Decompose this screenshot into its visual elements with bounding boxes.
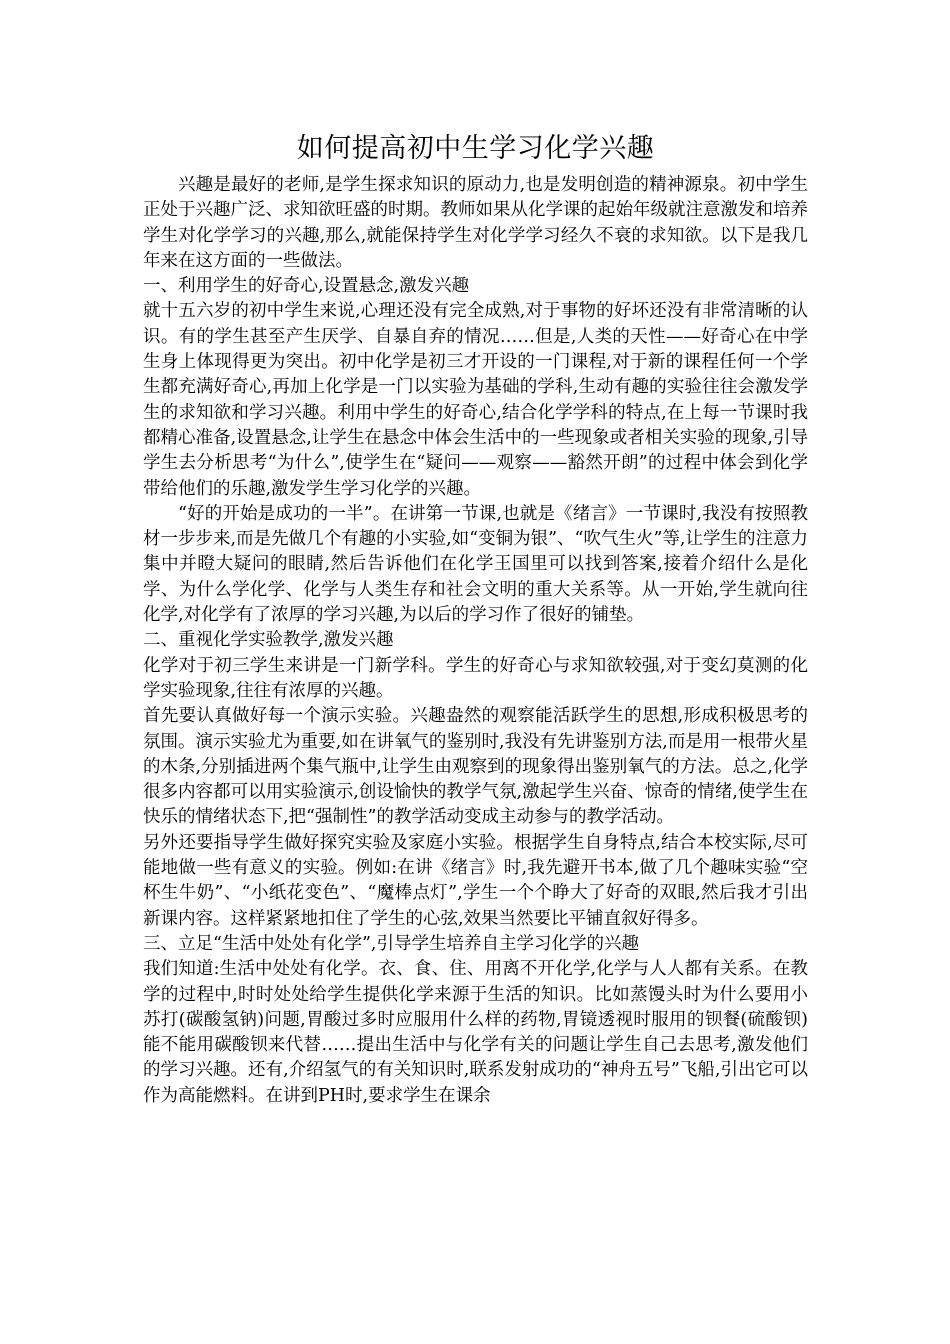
section-1-heading: 一、利用学生的好奇心,设置悬念,激发兴趣 bbox=[143, 276, 470, 297]
section-2-heading: 二、重视化学实验教学,激发兴趣 bbox=[143, 630, 394, 651]
section-1-paragraph-1: 就十五六岁的初中学生来说,心理还没有完全成熟,对于事物的好坏还没有非常清晰的认识。有的学生甚至产生厌学、自暴自弃的情况……但是,人类的天性——好奇心在中学生身上体现得更为突出。初中化学是初三才开设的一门课程,对于新的课程任何一个学生都充满好奇心,再加上化学是一门以实验为基础的学科,生动有趣的实验往往会激发学生的求知欲和学习兴趣。利用中学生的好奇心,结合化学学科的特点,在上每一节课时我都精心准备,设置悬念,让学生在悬念中体会生活中的一些现象或者相关实验的现象,引导学生去分析思考“为什么”,使学生在“疑问——观察——豁然开朗”的过程中体会到化学带给他们的乐趣,激发学生学习化学的兴趣。 bbox=[143, 301, 808, 499]
intro-paragraph: 兴趣是最好的老师,是学生探求知识的原动力,也是发明创造的精神源泉。初中学生正处于兴趣广泛、求知欲旺盛的时期。教师如果从化学课的起始年级就注意激发和培养学生对化学学习的兴趣,那么,就能保持学生对化学学习经久不衰的求知欲。以下是我几年来在这方面的一些做法。 bbox=[143, 175, 808, 271]
section-2-paragraph-2: 首先要认真做好每一个演示实验。兴趣盎然的观察能活跃学生的思想,形成积极思考的氛围。演示实验尤为重要,如在讲氧气的鉴别时,我没有先讲鉴别方法,而是用一根带火星的木条,分别插进两个集气瓶中,让学生由观察到的现象得出鉴别氧气的方法。总之,化学很多内容都可以用实验演示,创设愉快的教学气氛,激起学生兴奋、惊奇的情绪,使学生在快乐的情绪状态下,把“强制性”的教学活动变成主动参与的教学活动。 bbox=[143, 706, 808, 828]
document-page bbox=[143, 128, 808, 1109]
section-2-paragraph-1: 化学对于初三学生来讲是一门新学科。学生的好奇心与求知欲较强,对于变幻莫测的化学实验现象,往往有浓厚的兴趣。 bbox=[143, 655, 808, 701]
section-1-paragraph-2: “好的开始是成功的一半”。在讲第一节课,也就是《绪言》一节课时,我没有按照教材一步步来,而是先做几个有趣的小实验,如“变铜为银”、“吹气生火”等,让学生的注意力集中并瞪大疑问的眼睛,然后告诉他们在化学王国里可以找到答案,接着介绍什么是化学、为什么学化学、化学与人类生存和社会文明的重大关系等。从一开始,学生就向往化学,对化学有了浓厚的学习兴趣,为以后的学习作了很好的铺垫。 bbox=[143, 503, 808, 626]
document-title: 如何提高初中生学习化学兴趣 bbox=[296, 133, 655, 164]
section-3-heading: 三、立足“生活中处处有化学”,引导学生培养自主学习化学的兴趣 bbox=[143, 933, 639, 954]
section-3-paragraph-1: 我们知道:生活中处处有化学。衣、食、住、用离不开化学,化学与人人都有关系。在教学的过程中,时时处处给学生提供化学来源于生活的知识。比如蒸馒头时为什么要用小苏打(碳酸氢钠)问题,胃酸过多时应服用什么样的药物,胃镜透视时服用的钡餐(硫酸钡)能不能用碳酸钡来代替……提出生活中与化学有关的问题让学生自己去思考,激发他们的学习兴趣。还有,介绍氢气的有关知识时,联系发射成功的“神舟五号”飞船,引出它可以作为高能燃料。在讲到PH时,要求学生在课余 bbox=[143, 959, 808, 1106]
section-2-paragraph-3: 另外还要指导学生做好探究实验及家庭小实验。根据学生自身特点,结合本校实际,尽可能地做一些有意义的实验。例如:在讲《绪言》时,我先避开书本,做了几个趣味实验“空杯生牛奶”、“小纸花变色”、“魔棒点灯”,学生一个个睁大了好奇的双眼,然后我才引出新课内容。这样紧紧地扣住了学生的心弦,效果当然要比平铺直叙好得多。 bbox=[143, 832, 808, 929]
